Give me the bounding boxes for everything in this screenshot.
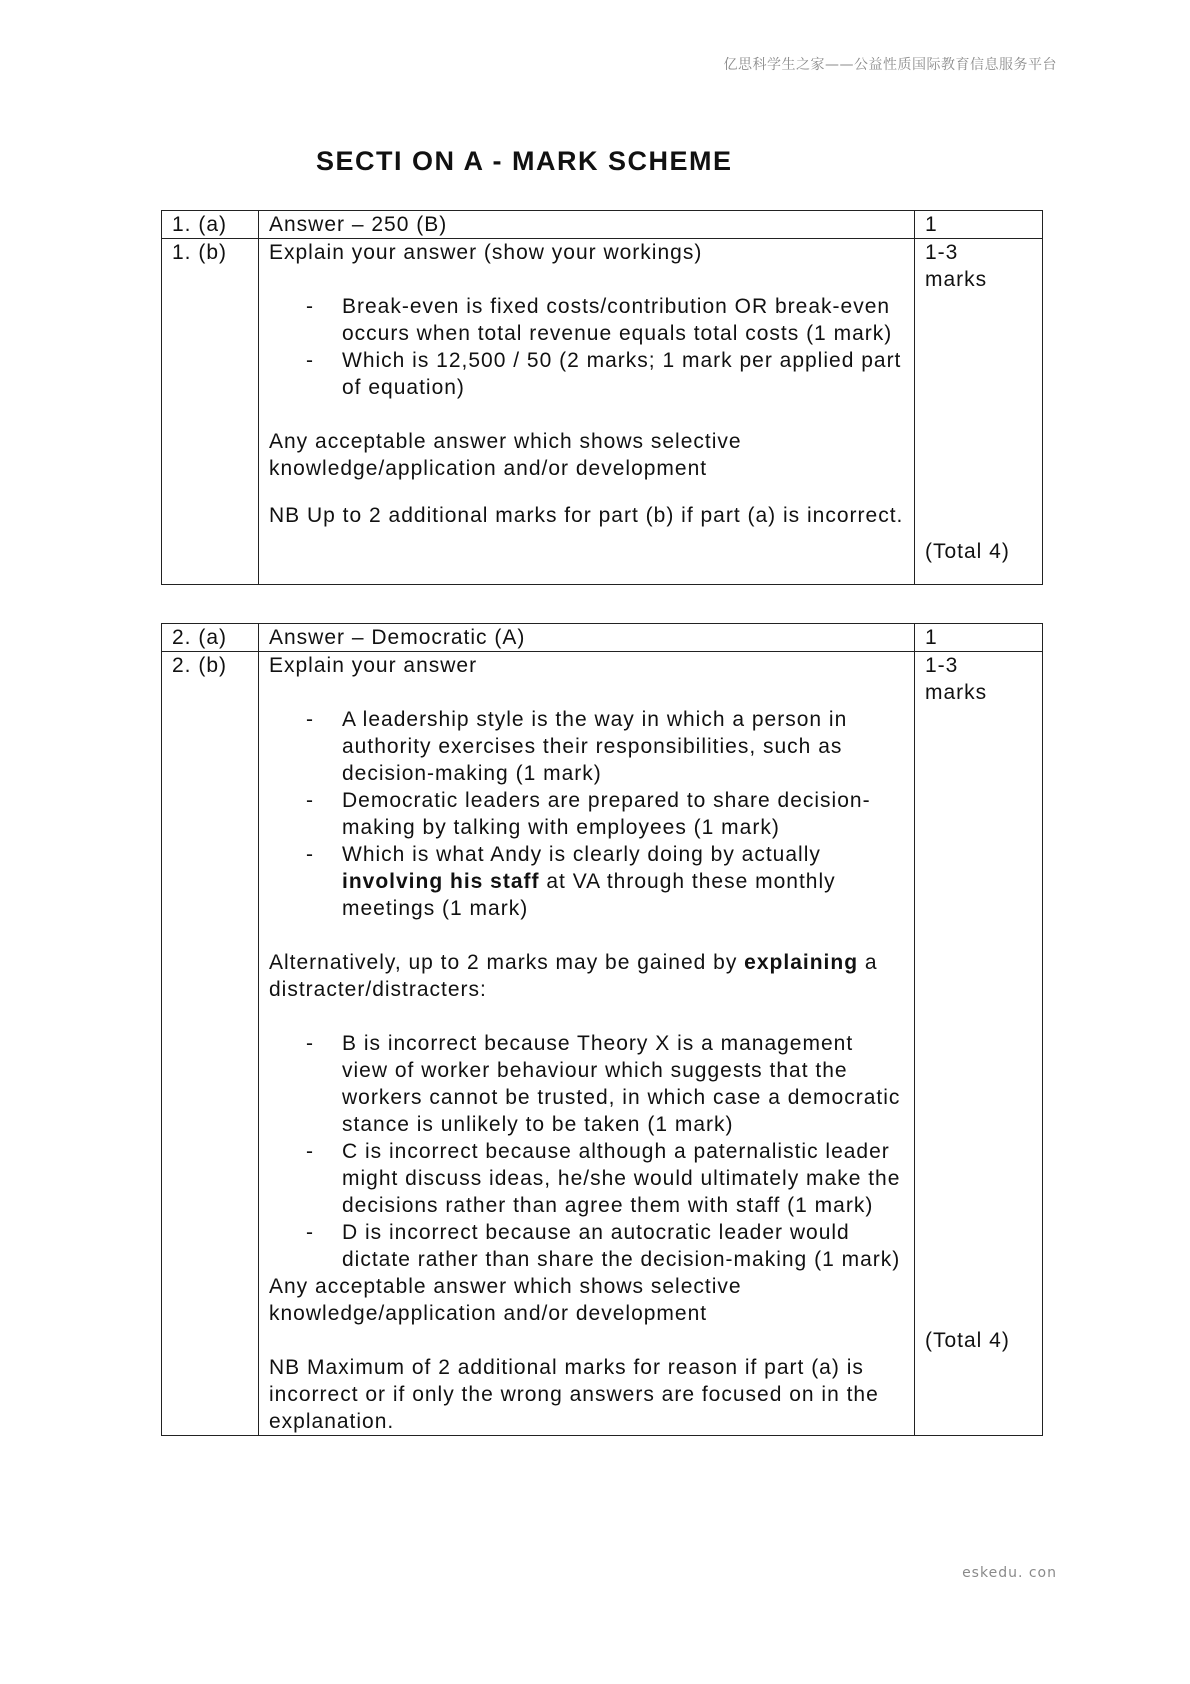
list-item: - A leadership style is the way in which a person in authority exercises their responsibilities, such as decision-making (1 mark) <box>269 706 904 787</box>
nb-note: NB Up to 2 additional marks for part (b) if part (a) is incorrect. <box>269 504 904 527</box>
marks-range: 1-3 marks <box>925 654 988 704</box>
marks-cell <box>915 652 1043 1436</box>
bold-phrase: explaining <box>744 951 859 974</box>
explanation-heading: Explain your answer (show your workings) <box>269 241 703 264</box>
marks-cell: 1 <box>915 211 1043 239</box>
table-row <box>162 239 1043 585</box>
bullet-text: at VA through these monthly meetings (1 mark) <box>342 870 836 920</box>
acceptable-answer-note: Any acceptable answer which shows selective knowledge/application and/or development <box>269 1275 742 1325</box>
total-marks: (Total 4) <box>925 540 1010 563</box>
header-watermark: 亿思科学生之家——公益性质国际教育信息服务平台 <box>723 57 1057 73</box>
table-row <box>162 211 1043 239</box>
alt-text: a distracter/distracters: <box>269 951 878 1001</box>
answer-text: Answer – 250 (B) <box>259 211 915 239</box>
answer-text: Answer – Democratic (A) <box>259 624 915 652</box>
list-item: - B is incorrect because Theory X is a management view of worker behaviour which suggests that the workers cannot be trusted, in which case a democratic stance is unlikely to be taken (1 mark) <box>269 1030 904 1138</box>
table-row <box>162 652 1043 1436</box>
acceptable-answer-note: Any acceptable answer which shows selective knowledge/application and/or development <box>269 430 742 480</box>
marks-cell <box>915 239 1043 585</box>
list-item: - Democratic leaders are prepared to share decision-making by talking with employees (1 mark) <box>269 787 904 841</box>
bold-phrase: involving his staff <box>342 870 540 893</box>
marks-range: 1-3 marks <box>925 241 988 291</box>
question-label: 1. (b) <box>162 239 259 585</box>
question-label: 2. (b) <box>162 652 259 1436</box>
explanation-cell <box>259 652 915 1436</box>
distracter-list <box>269 1030 904 1273</box>
explanation-cell <box>259 239 915 585</box>
question-1-table <box>161 210 1043 585</box>
table-row <box>162 624 1043 652</box>
list-item: - Break-even is fixed costs/contribution OR break-even occurs when total revenue equals total costs (1 mark) <box>269 293 904 347</box>
explanation-heading: Explain your answer <box>269 654 478 677</box>
explanation-list <box>269 706 904 922</box>
explanation-list <box>269 293 904 401</box>
question-label: 2. (a) <box>162 624 259 652</box>
bullet-text: Which is what Andy is clearly doing by actually <box>342 843 821 866</box>
marks-cell: 1 <box>915 624 1043 652</box>
list-item: - Which is 12,500 / 50 (2 marks; 1 mark per applied part of equation) <box>269 347 904 401</box>
alternative-note <box>269 949 904 1003</box>
question-2-table <box>161 623 1043 1436</box>
footer-watermark: eskedu. con <box>962 1565 1057 1581</box>
list-item <box>269 841 904 922</box>
nb-note: NB Maximum of 2 additional marks for reason if part (a) is incorrect or if only the wrong answers are focused on in the explanation. <box>269 1356 879 1433</box>
list-item: - D is incorrect because an autocratic leader would dictate rather than share the decision-making (1 mark) <box>269 1219 904 1273</box>
alt-text: Alternatively, up to 2 marks may be gained by <box>269 951 745 974</box>
total-marks: (Total 4) <box>925 1329 1010 1352</box>
list-item: - C is incorrect because although a paternalistic leader might discuss ideas, he/she would ultimately make the decisions rather than agree them with staff (1 mark) <box>269 1138 904 1219</box>
page-title: SECTI ON A - MARK SCHEME <box>316 146 733 176</box>
question-label: 1. (a) <box>162 211 259 239</box>
